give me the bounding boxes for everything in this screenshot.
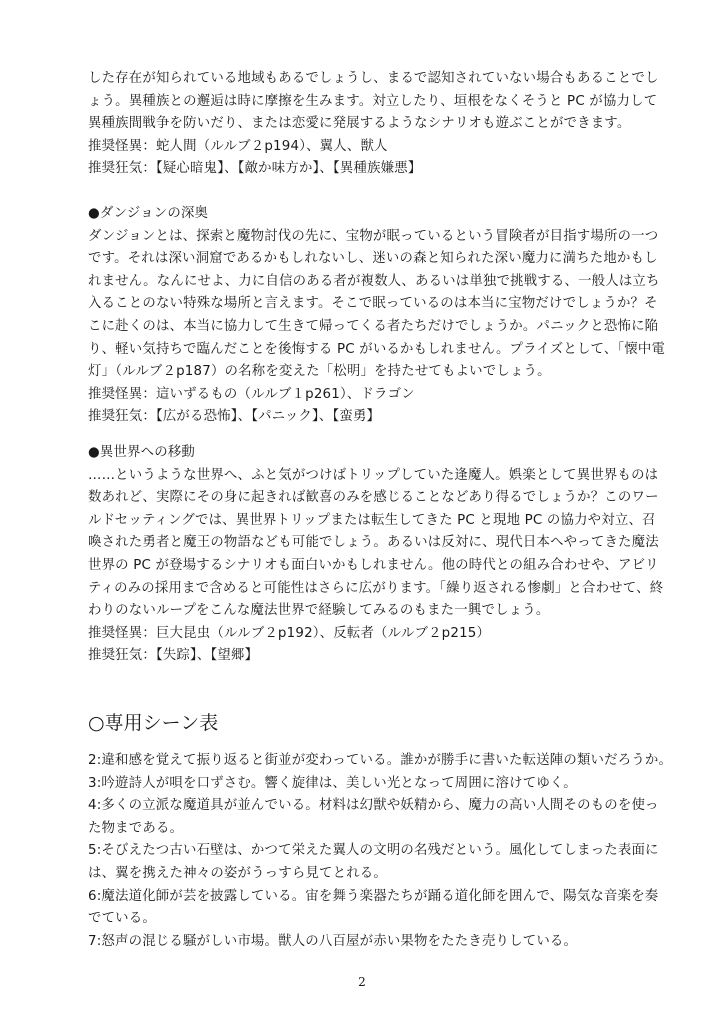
scene-table-entry-line: 6:魔法道化師が芸を披露している。宙を舞う楽器たちが踊る道化師を囲んで、陽気な音楽を奏 [88, 888, 659, 904]
scene-table-title: ○専用シーン表 [88, 712, 219, 734]
paragraph-line: ダンジョンとは、探索と魔物討伐の先に、宝物が眠っているという冒険者が目指す場所の一つ [88, 228, 659, 244]
section-intro-continued [88, 68, 668, 181]
paragraph-line: した存在が知られている地域もあるでしょうし、まるで認知されていない場合もあることでし [88, 71, 659, 86]
paragraph-line: です。それは深い洞窟であるかもしれないし、迷いの森と知られた深い魔力に満ちた地かもし [88, 251, 658, 267]
paragraph-line: れません。なんにせよ、力に自信のある者が複数人、あるいは単独で挑戦する、一般人は立ち [88, 273, 660, 289]
scene-table-entry-line: 3:吟遊詩人が唄を口ずさむ。響く旋律は、美しい光となって周囲に溶けてゆく。 [88, 775, 577, 791]
paragraph-line: り、軽い気持ちで臨んだことを後悔する PC がいるかもしれません。プライズとして、「懐中電 [88, 341, 666, 357]
section-dungeon [88, 203, 668, 429]
scene-table-entry-line: 2:違和感を覚えて振り返ると街並が変わっている。誰かが勝手に書いた転送陣の類いだろうか。 [88, 753, 673, 768]
paragraph-line: 異種族間戦争を防いだり、または恋愛に発展するようなシナリオも遊ぶことができます。 [88, 116, 631, 132]
paragraph-line: 推奨怪異：巨大昆虫（ルルブ２p192）、反転者（ルルブ２p215） [88, 625, 491, 641]
paragraph-line: 喚された勇者と魔王の物語なども可能でしょう。あるいは反対に、現代日本へやってきた魔法 [88, 535, 659, 551]
paragraph-line: 推奨狂気：【失踪】、【望郷】 [88, 648, 259, 664]
paragraph-line: 世界の PC が登場するシナリオも面白いかもしれません。他の時代との組み合わせや、アビリ [88, 557, 659, 573]
paragraph-line: 推奨怪異：蛇人間（ルルブ２p194）、翼人、獣人 [88, 138, 388, 154]
section-heading: ●異世界への移動 [88, 445, 196, 460]
paragraph-line: 推奨狂気：【疑心暗鬼】、【敵か味方か】、【異種族嫌悪】 [88, 161, 422, 177]
paragraph-line: 灯」（ルルブ２p187）の名称を変えた「松明」を持たせてもよいでしょう。 [88, 364, 551, 380]
paragraph-line: ティのみの採用まで含めると可能性はさらに広がります。「繰り返される惨劇」と合わせて、終 [88, 580, 664, 596]
paragraph-line: わりのないループをこんな魔法世界で経験してみるのもまた一興でしょう。 [88, 603, 550, 619]
page-number: 2 [358, 975, 366, 989]
scene-table-entry-line: 7:怒声の混じる騒がしい市場。獣人の八百屋が赤い果物をたたき売りしている。 [88, 933, 578, 949]
paragraph-line: 推奨狂気：【広がる恐怖】、【パニック】、【蛮勇】 [88, 409, 381, 425]
scene-table-entry-line: でている。 [88, 911, 156, 927]
paragraph-line: こに赴くのは、本当に協力して生きて帰ってくる者たちだけでしょうか。パニックと恐怖に陥 [88, 318, 659, 334]
scene-table-entry-line: 4:多くの立派な魔道具が並んでいる。材料は幻獣や妖精から、魔力の高い人間そのものを使っ [88, 798, 659, 814]
paragraph-line: 推奨怪異：這いずるもの（ルルブ１p261）、ドラゴン [88, 386, 415, 402]
section-heading: ●ダンジョンの深奥 [88, 206, 209, 221]
paragraph-line: 入ることのない特殊な場所と言えます。そこで眠っているのは本当に宝物だけでしょうか？そ [88, 296, 658, 312]
paragraph-line: ……というような世界へ、ふと気がつけばトリップしていた逢魔人。娯楽として異世界ものは [88, 467, 659, 483]
scene-table-entry-line: 5:そびえたつ古い石壁は、かつて栄えた翼人の文明の名残だという。風化してしまった表面に [88, 843, 659, 859]
paragraph-line: ルドセッティングでは、異世界トリップまたは転生してきた PC と現地 PC の協力や対立、召 [88, 512, 656, 528]
scene-table-entry-line: た物まである。 [88, 820, 184, 836]
paragraph-line: 数あれど、実際にその身に起きれば歓喜のみを感じることなどあり得るでしょうか？このワー [88, 490, 659, 506]
scene-table [88, 750, 673, 953]
section-isekai [88, 442, 668, 668]
paragraph-line: ょう。異種族との邂逅は時に摩擦を生みます。対立したり、垣根をなくそうと PC が協力して [88, 93, 658, 109]
scene-table-entry-line: は、翼を携えた神々の姿がうっすら見てとれる。 [88, 865, 387, 881]
